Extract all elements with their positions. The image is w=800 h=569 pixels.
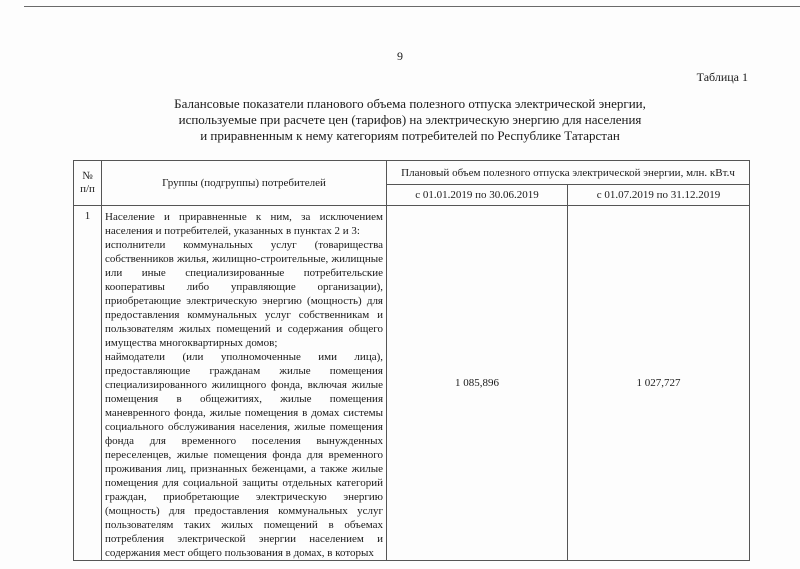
balance-table (73, 160, 750, 561)
scan-edge-line (24, 6, 800, 7)
header-period-1: с 01.01.2019 по 30.06.2019 (387, 185, 568, 206)
header-row (74, 161, 750, 185)
row-description (102, 206, 387, 561)
row-number: 1 (74, 206, 102, 561)
title-line: Балансовые показатели планового объема полезного отпуска электрической энергии, (174, 96, 646, 111)
description-paragraph: исполнители коммунальных услуг (товарищества собственников жилья, жилищно-строительные, жилищные или иные специализированные потребительские кооперативы либо управляющие организации), приобретающие электрическую энергию (мощность) для предоставления коммунальных услуг собственникам и пользователям жилых помещений и содержания общего имущества многоквартирных домов; (105, 239, 383, 349)
header-planned-volume: Плановый объем полезного отпуска электрической энергии, млн. кВт.ч (387, 161, 750, 185)
value-period-1: 1 085,896 (387, 206, 568, 561)
header-consumer-groups: Группы (подгруппы) потребителей (102, 161, 387, 206)
page-number: 9 (397, 49, 403, 63)
title-line: и приравненным к нему категориям потребителей по Республике Татарстан (200, 128, 620, 143)
table-row (74, 206, 750, 561)
header-number: № п/п (74, 161, 102, 206)
value-period-2: 1 027,727 (568, 206, 750, 561)
description-paragraph: наймодатели (или уполномоченные ими лица), предоставляющие гражданам жилые помещения специализированного жилищного фонда, включая жилые помещения в общежитиях, жилые помещения маневренного фонда, жилые помещения в домах системы социального обслуживания населения, жилые помещения фонда для временного поселения вынужденных переселенцев, жилые помещения фонда для временного проживания лиц, признанных беженцами, а также жилые помещения для социальной защиты отдельных категорий граждан, приобретающие электрическую энергию (мощность) для предоставления коммунальных услуг пользователям таких жилых помещений в объемах потребления электрической энергии населением и содержания мест общего пользования в домах, в которых (105, 351, 383, 559)
title-line: используемые при расчете цен (тарифов) на электрическую энергию для населения (178, 112, 642, 127)
table-label: Таблица 1 (696, 70, 748, 84)
header-period-2: с 01.07.2019 по 31.12.2019 (568, 185, 750, 206)
document-title (140, 96, 680, 144)
description-paragraph: Население и приравненные к ним, за исключением населения и потребителей, указанных в пунктах 2 и 3: (105, 211, 383, 237)
